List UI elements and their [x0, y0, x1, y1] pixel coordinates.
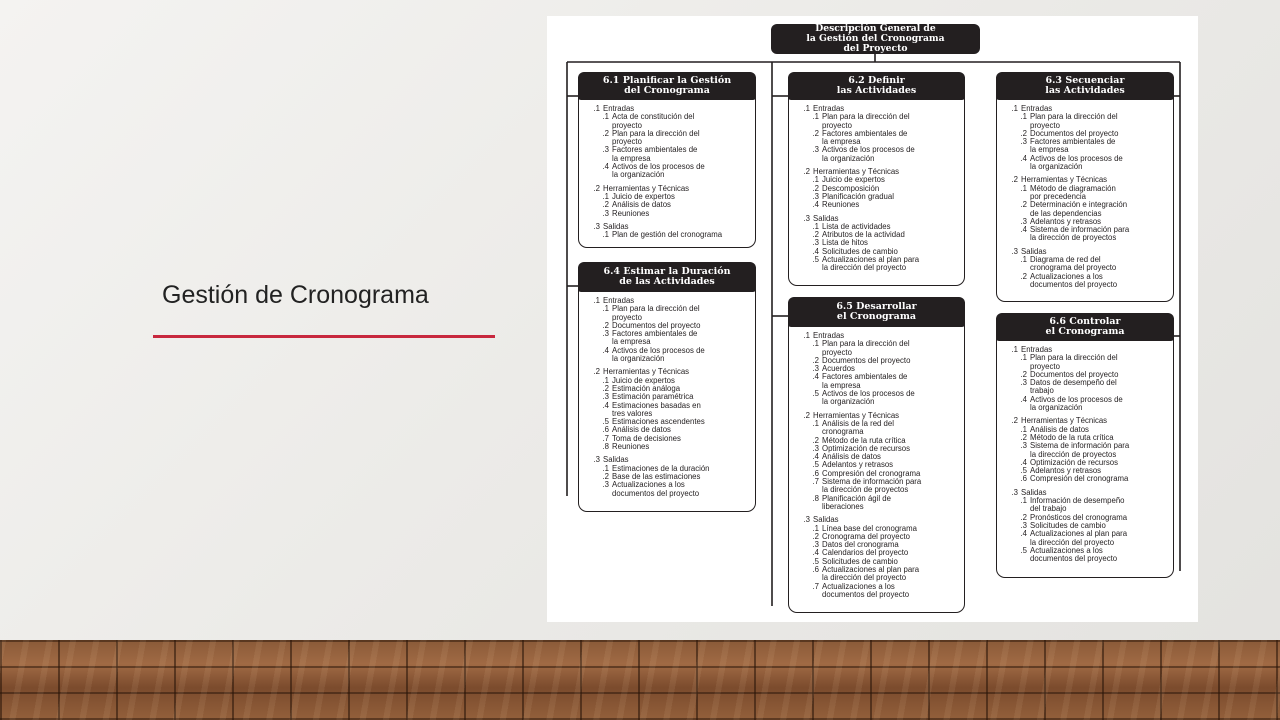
item-text: Acta de constitución del proyecto: [612, 112, 695, 130]
item-number: .4: [812, 548, 819, 558]
item-text: Lista de hitos: [822, 238, 868, 248]
process-body: [997, 100, 1173, 296]
item-number: .5: [1020, 545, 1027, 555]
list-item: [585, 146, 751, 163]
item-text: Actualizaciones a los documentos del proyecto: [1030, 545, 1118, 564]
section-number: .2: [1011, 416, 1018, 426]
item-text: Actualizaciones al plan para la dirección del proyecto: [1030, 529, 1128, 547]
section-number: .2: [803, 410, 810, 420]
process-section: [795, 215, 960, 273]
item-text: Actualizaciones a los documentos del proyecto: [612, 480, 700, 498]
process-title: 6.6 Controlar el Cronograma: [996, 313, 1174, 341]
section-title: Herramientas y Técnicas: [813, 167, 900, 177]
process-section: [585, 223, 751, 240]
section-number: .1: [1011, 345, 1018, 354]
process-section: [585, 185, 751, 218]
section-title: Salidas: [603, 455, 629, 465]
list-item: [585, 231, 751, 239]
item-number: .6: [812, 468, 819, 478]
process-section: [795, 168, 960, 209]
item-number: .2: [1020, 271, 1027, 281]
item-text: Plan para la dirección del proyecto: [612, 128, 700, 147]
process-section: [585, 368, 751, 451]
schedule-management-diagram: [547, 16, 1198, 622]
item-text: Sistema de información para la dirección de proyectos: [1030, 441, 1130, 459]
item-text: Actualizaciones a los documentos del proyecto: [822, 581, 910, 599]
item-number: .3: [812, 145, 819, 155]
item-number: .3: [812, 540, 819, 550]
process-box-6-5: [788, 297, 965, 613]
item-text: Acuerdos: [822, 364, 855, 374]
item-text: Método de diagramación por precedencia: [1030, 183, 1116, 201]
item-text: Plan para la dirección del proyecto: [612, 304, 700, 322]
list-item: [1003, 396, 1169, 413]
wood-floor-shine: [0, 640, 1280, 720]
item-number: .3: [812, 238, 819, 248]
item-number: .3: [812, 191, 819, 201]
item-text: Lista de actividades: [822, 221, 891, 231]
list-item: [1003, 497, 1169, 514]
section-number: .1: [1011, 104, 1018, 113]
list-item: [1003, 354, 1169, 371]
item-number: .7: [812, 477, 819, 487]
item-number: .2: [812, 435, 819, 445]
list-item: [585, 435, 751, 443]
process-section: [795, 412, 960, 512]
item-text: Sistema de información para la dirección de proyectos: [1030, 225, 1130, 243]
item-number: .4: [1020, 394, 1027, 404]
item-number: .3: [602, 208, 609, 218]
item-text: Factores ambientales de la empresa: [612, 329, 698, 347]
item-number: .1: [602, 112, 609, 122]
section-number: .3: [593, 455, 600, 465]
item-number: .2: [812, 355, 819, 365]
list-item: [585, 330, 751, 347]
item-text: Análisis de datos: [612, 200, 671, 210]
list-item: [1003, 530, 1169, 547]
list-item: [1003, 547, 1169, 564]
item-number: .3: [602, 480, 609, 490]
item-text: Adelantos y retrasos: [1030, 466, 1102, 476]
section-title: Salidas: [1021, 487, 1047, 497]
process-body: [579, 292, 755, 505]
item-number: .4: [812, 246, 819, 256]
process-box-6-6: [996, 313, 1174, 578]
list-item: [795, 231, 960, 239]
item-number: .1: [1020, 353, 1027, 363]
item-number: .8: [602, 442, 609, 452]
slide-title: Gestión de Cronograma: [162, 281, 429, 309]
section-title: Salidas: [813, 213, 839, 223]
item-text: Estimación análoga: [612, 383, 681, 393]
item-number: .3: [1020, 441, 1027, 451]
item-number: .3: [1020, 520, 1027, 530]
list-item: [1003, 155, 1169, 172]
item-text: Actualizaciones al plan para la dirección del proyecto: [822, 565, 920, 583]
list-item: [1003, 113, 1169, 130]
list-item: [1003, 185, 1169, 202]
item-number: .2: [812, 531, 819, 541]
item-number: .2: [602, 200, 609, 210]
list-item: [795, 357, 960, 365]
process-title: 6.4 Estimar la Duración de las Actividades: [578, 262, 756, 292]
item-text: Documentos del proyecto: [1030, 369, 1119, 379]
item-text: Diagrama de red del cronograma del proyecto: [1030, 255, 1117, 273]
item-number: .2: [602, 383, 609, 393]
item-text: Cronograma del proyecto: [822, 531, 910, 541]
item-text: Estimaciones ascendentes: [612, 417, 705, 427]
section-title: Salidas: [603, 221, 629, 231]
item-text: Actualizaciones a los documentos del proyecto: [1030, 271, 1118, 289]
process-title: 6.5 Desarrollar el Cronograma: [788, 297, 965, 327]
process-box-6-3: [996, 72, 1174, 302]
item-number: .1: [1020, 112, 1027, 122]
item-text: Plan de gestión del cronograma: [612, 230, 723, 240]
item-text: Factores ambientales de la empresa: [1030, 137, 1116, 155]
process-section: [1003, 176, 1169, 242]
item-number: .2: [812, 230, 819, 240]
item-number: .4: [602, 345, 609, 355]
item-number: .2: [812, 183, 819, 193]
process-section: [585, 105, 751, 180]
item-text: Solicitudes de cambio: [822, 556, 898, 566]
list-item: [585, 210, 751, 218]
section-number: .3: [1011, 246, 1018, 256]
process-title: 6.2 Definir las Actividades: [788, 72, 965, 100]
list-item: [795, 373, 960, 390]
item-text: Factores ambientales de la empresa: [822, 372, 908, 390]
process-section: [795, 105, 960, 163]
section-number: .1: [593, 104, 600, 113]
section-title: Entradas: [813, 104, 845, 113]
item-text: Línea base del cronograma: [822, 523, 917, 533]
item-text: Factores ambientales de la empresa: [612, 145, 698, 163]
item-number: .1: [812, 523, 819, 533]
list-item: [795, 113, 960, 130]
item-number: .8: [812, 493, 819, 503]
item-number: .5: [812, 460, 819, 470]
process-section: [1003, 346, 1169, 412]
item-text: Activos de los procesos de la organización: [1030, 153, 1123, 172]
item-text: Reuniones: [822, 200, 860, 210]
item-number: .4: [602, 162, 609, 172]
item-number: .5: [812, 556, 819, 566]
process-box-6-4: [578, 262, 756, 512]
section-number: .1: [803, 331, 810, 340]
item-text: Estimaciones de la duración: [612, 463, 710, 473]
item-number: .5: [812, 255, 819, 265]
list-item: [1003, 273, 1169, 290]
item-text: Atributos de la actividad: [822, 230, 905, 240]
process-section: [1003, 489, 1169, 564]
list-item: [1003, 138, 1169, 155]
item-text: Análisis de la red del cronograma: [822, 418, 894, 437]
section-title: Herramientas y Técnicas: [603, 367, 690, 377]
section-number: .3: [803, 213, 810, 223]
item-number: .1: [1020, 255, 1027, 265]
item-number: .1: [602, 375, 609, 385]
item-number: .1: [602, 463, 609, 473]
item-number: .3: [1020, 216, 1027, 226]
item-text: Datos del cronograma: [822, 540, 899, 550]
item-number: .3: [1020, 137, 1027, 147]
item-text: Activos de los procesos de la organización: [822, 389, 915, 407]
section-number: .2: [593, 183, 600, 193]
item-number: .6: [812, 565, 819, 575]
list-item: [795, 256, 960, 273]
process-box-6-2: [788, 72, 965, 286]
item-text: Planificación ágil de liberaciones: [822, 493, 891, 511]
item-number: .3: [602, 329, 609, 339]
item-text: Activos de los procesos de la organización: [612, 345, 705, 364]
item-text: Determinación e integración de las dependencias: [1030, 200, 1128, 218]
section-number: .2: [593, 367, 600, 377]
section-title: Herramientas y Técnicas: [603, 183, 690, 193]
section-number: .1: [803, 104, 810, 113]
item-number: .2: [602, 320, 609, 330]
section-number: .3: [593, 221, 600, 231]
section-number: .3: [803, 515, 810, 525]
item-text: Reuniones: [612, 208, 650, 218]
process-section: [795, 332, 960, 407]
item-text: Análisis de datos: [612, 425, 671, 435]
list-item: [585, 163, 751, 180]
list-item: [1003, 256, 1169, 273]
list-item: [795, 146, 960, 163]
process-title: 6.1 Planificar la Gestión del Cronograma: [578, 72, 756, 100]
item-text: Optimización de recursos: [822, 443, 910, 453]
item-number: .1: [812, 112, 819, 122]
item-number: .5: [1020, 466, 1027, 476]
item-text: Estimaciones basadas en tres valores: [612, 400, 701, 418]
list-item: [585, 201, 751, 209]
list-item: [795, 420, 960, 437]
list-item: [795, 495, 960, 512]
process-section: [1003, 248, 1169, 289]
item-number: .2: [1020, 200, 1027, 210]
item-number: .4: [1020, 457, 1027, 467]
item-number: .3: [812, 364, 819, 374]
item-text: Plan para la dirección del proyecto: [1030, 353, 1118, 371]
item-number: .4: [812, 200, 819, 210]
item-text: Juicio de expertos: [612, 375, 675, 385]
item-number: .1: [1020, 183, 1027, 193]
list-item: [795, 130, 960, 147]
item-text: Plan para la dirección del proyecto: [1030, 112, 1118, 130]
item-number: .3: [602, 145, 609, 155]
title-underline: [153, 335, 495, 338]
item-number: .1: [812, 418, 819, 428]
item-text: Método de la ruta crítica: [1030, 432, 1114, 442]
list-item: [1003, 379, 1169, 396]
process-body: [579, 100, 755, 246]
item-text: Sistema de información para la dirección de proyectos: [822, 477, 922, 495]
list-item: [795, 478, 960, 495]
section-title: Salidas: [813, 515, 839, 525]
item-text: Solicitudes de cambio: [822, 246, 898, 256]
section-title: Entradas: [1021, 345, 1053, 354]
section-title: Entradas: [1021, 104, 1053, 113]
item-number: .2: [1020, 128, 1027, 138]
item-number: .4: [812, 372, 819, 382]
process-body: [789, 327, 964, 606]
overview-box: Descripción General de la Gestión del Cronograma del Proyecto: [771, 24, 980, 54]
item-number: .6: [1020, 474, 1027, 484]
process-body: [997, 341, 1173, 570]
section-number: .3: [1011, 487, 1018, 497]
item-number: .4: [1020, 225, 1027, 235]
item-text: Compresión del cronograma: [822, 468, 921, 478]
item-number: .1: [602, 230, 609, 240]
item-text: Solicitudes de cambio: [1030, 520, 1106, 530]
item-text: Reuniones: [612, 442, 650, 452]
item-number: .7: [602, 433, 609, 443]
process-title: 6.3 Secuenciar las Actividades: [996, 72, 1174, 100]
item-text: Pronósticos del cronograma: [1030, 512, 1128, 522]
list-item: [795, 390, 960, 407]
section-number: .1: [593, 296, 600, 305]
section-title: Salidas: [1021, 246, 1047, 256]
section-title: Entradas: [603, 104, 635, 113]
item-text: Activos de los procesos de la organización: [822, 145, 915, 163]
item-number: .1: [812, 339, 819, 349]
item-text: Documentos del proyecto: [1030, 128, 1119, 138]
item-number: .5: [812, 389, 819, 399]
process-section: [795, 516, 960, 599]
item-text: Documentos del proyecto: [822, 355, 911, 365]
list-item: [795, 566, 960, 583]
list-item: [585, 402, 751, 419]
item-text: Información de desempeño del trabajo: [1030, 496, 1125, 514]
item-text: Base de las estimaciones: [612, 471, 701, 481]
list-item: [585, 305, 751, 322]
list-item: [585, 347, 751, 364]
process-box-6-1: [578, 72, 756, 248]
item-number: .3: [812, 443, 819, 453]
item-number: .1: [1020, 496, 1027, 506]
process-section: [1003, 105, 1169, 171]
list-item: [795, 583, 960, 600]
process-body: [789, 100, 964, 280]
item-number: .4: [812, 452, 819, 462]
list-item: [585, 113, 751, 130]
item-text: Adelantos y retrasos: [1030, 216, 1102, 226]
list-item: [1003, 475, 1169, 483]
item-text: Optimización de recursos: [1030, 457, 1118, 467]
item-number: .6: [602, 425, 609, 435]
item-text: Juicio de expertos: [822, 175, 885, 185]
item-text: Calendarios del proyecto: [822, 548, 909, 558]
item-number: .7: [812, 581, 819, 591]
item-text: Estimación paramétrica: [612, 392, 694, 402]
item-text: Plan para la dirección del proyecto: [822, 339, 910, 357]
item-text: Activos de los procesos de la organización: [612, 162, 705, 180]
item-text: Factores ambientales de la empresa: [822, 128, 908, 147]
item-text: Planificación gradual: [822, 191, 894, 201]
item-text: Datos de desempeño del trabajo: [1030, 378, 1117, 396]
item-text: Actualizaciones al plan para la dirección del proyecto: [822, 255, 920, 273]
list-item: [795, 193, 960, 201]
item-text: Descomposición: [822, 183, 880, 193]
item-number: .2: [1020, 432, 1027, 442]
item-number: .5: [602, 417, 609, 427]
item-text: Activos de los procesos de la organización: [1030, 394, 1123, 413]
section-title: Entradas: [603, 296, 635, 305]
item-number: .2: [1020, 512, 1027, 522]
item-number: .4: [602, 400, 609, 410]
item-text: Documentos del proyecto: [612, 320, 701, 330]
item-number: .1: [812, 175, 819, 185]
item-number: .1: [602, 304, 609, 314]
item-number: .3: [602, 392, 609, 402]
section-number: .2: [1011, 175, 1018, 185]
list-item: [1003, 226, 1169, 243]
item-text: Análisis de datos: [1030, 424, 1089, 434]
item-text: Análisis de datos: [822, 452, 881, 462]
section-title: Entradas: [813, 331, 845, 340]
section-title: Herramientas y Técnicas: [813, 410, 900, 420]
section-title: Herramientas y Técnicas: [1021, 416, 1108, 426]
item-text: Método de la ruta crítica: [822, 435, 906, 445]
item-number: .4: [1020, 153, 1027, 163]
item-text: Toma de decisiones: [612, 433, 681, 443]
list-item: [585, 130, 751, 147]
list-item: [585, 481, 751, 498]
item-number: .2: [602, 128, 609, 138]
item-number: .1: [602, 191, 609, 201]
process-section: [1003, 417, 1169, 483]
list-item: [795, 340, 960, 357]
section-number: .2: [803, 167, 810, 177]
item-number: .2: [602, 471, 609, 481]
list-item: [795, 201, 960, 209]
item-number: .1: [1020, 424, 1027, 434]
item-number: .2: [812, 128, 819, 138]
item-number: .1: [812, 221, 819, 231]
item-number: .4: [1020, 529, 1027, 539]
item-number: .2: [1020, 369, 1027, 379]
list-item: [585, 443, 751, 451]
item-text: Compresión del cronograma: [1030, 474, 1129, 484]
list-item: [1003, 201, 1169, 218]
process-section: [585, 297, 751, 363]
section-title: Herramientas y Técnicas: [1021, 175, 1108, 185]
item-text: Juicio de expertos: [612, 191, 675, 201]
list-item: [1003, 442, 1169, 459]
item-number: .3: [1020, 378, 1027, 388]
item-text: Plan para la dirección del proyecto: [822, 112, 910, 130]
item-text: Adelantos y retrasos: [822, 460, 894, 470]
process-section: [585, 456, 751, 497]
